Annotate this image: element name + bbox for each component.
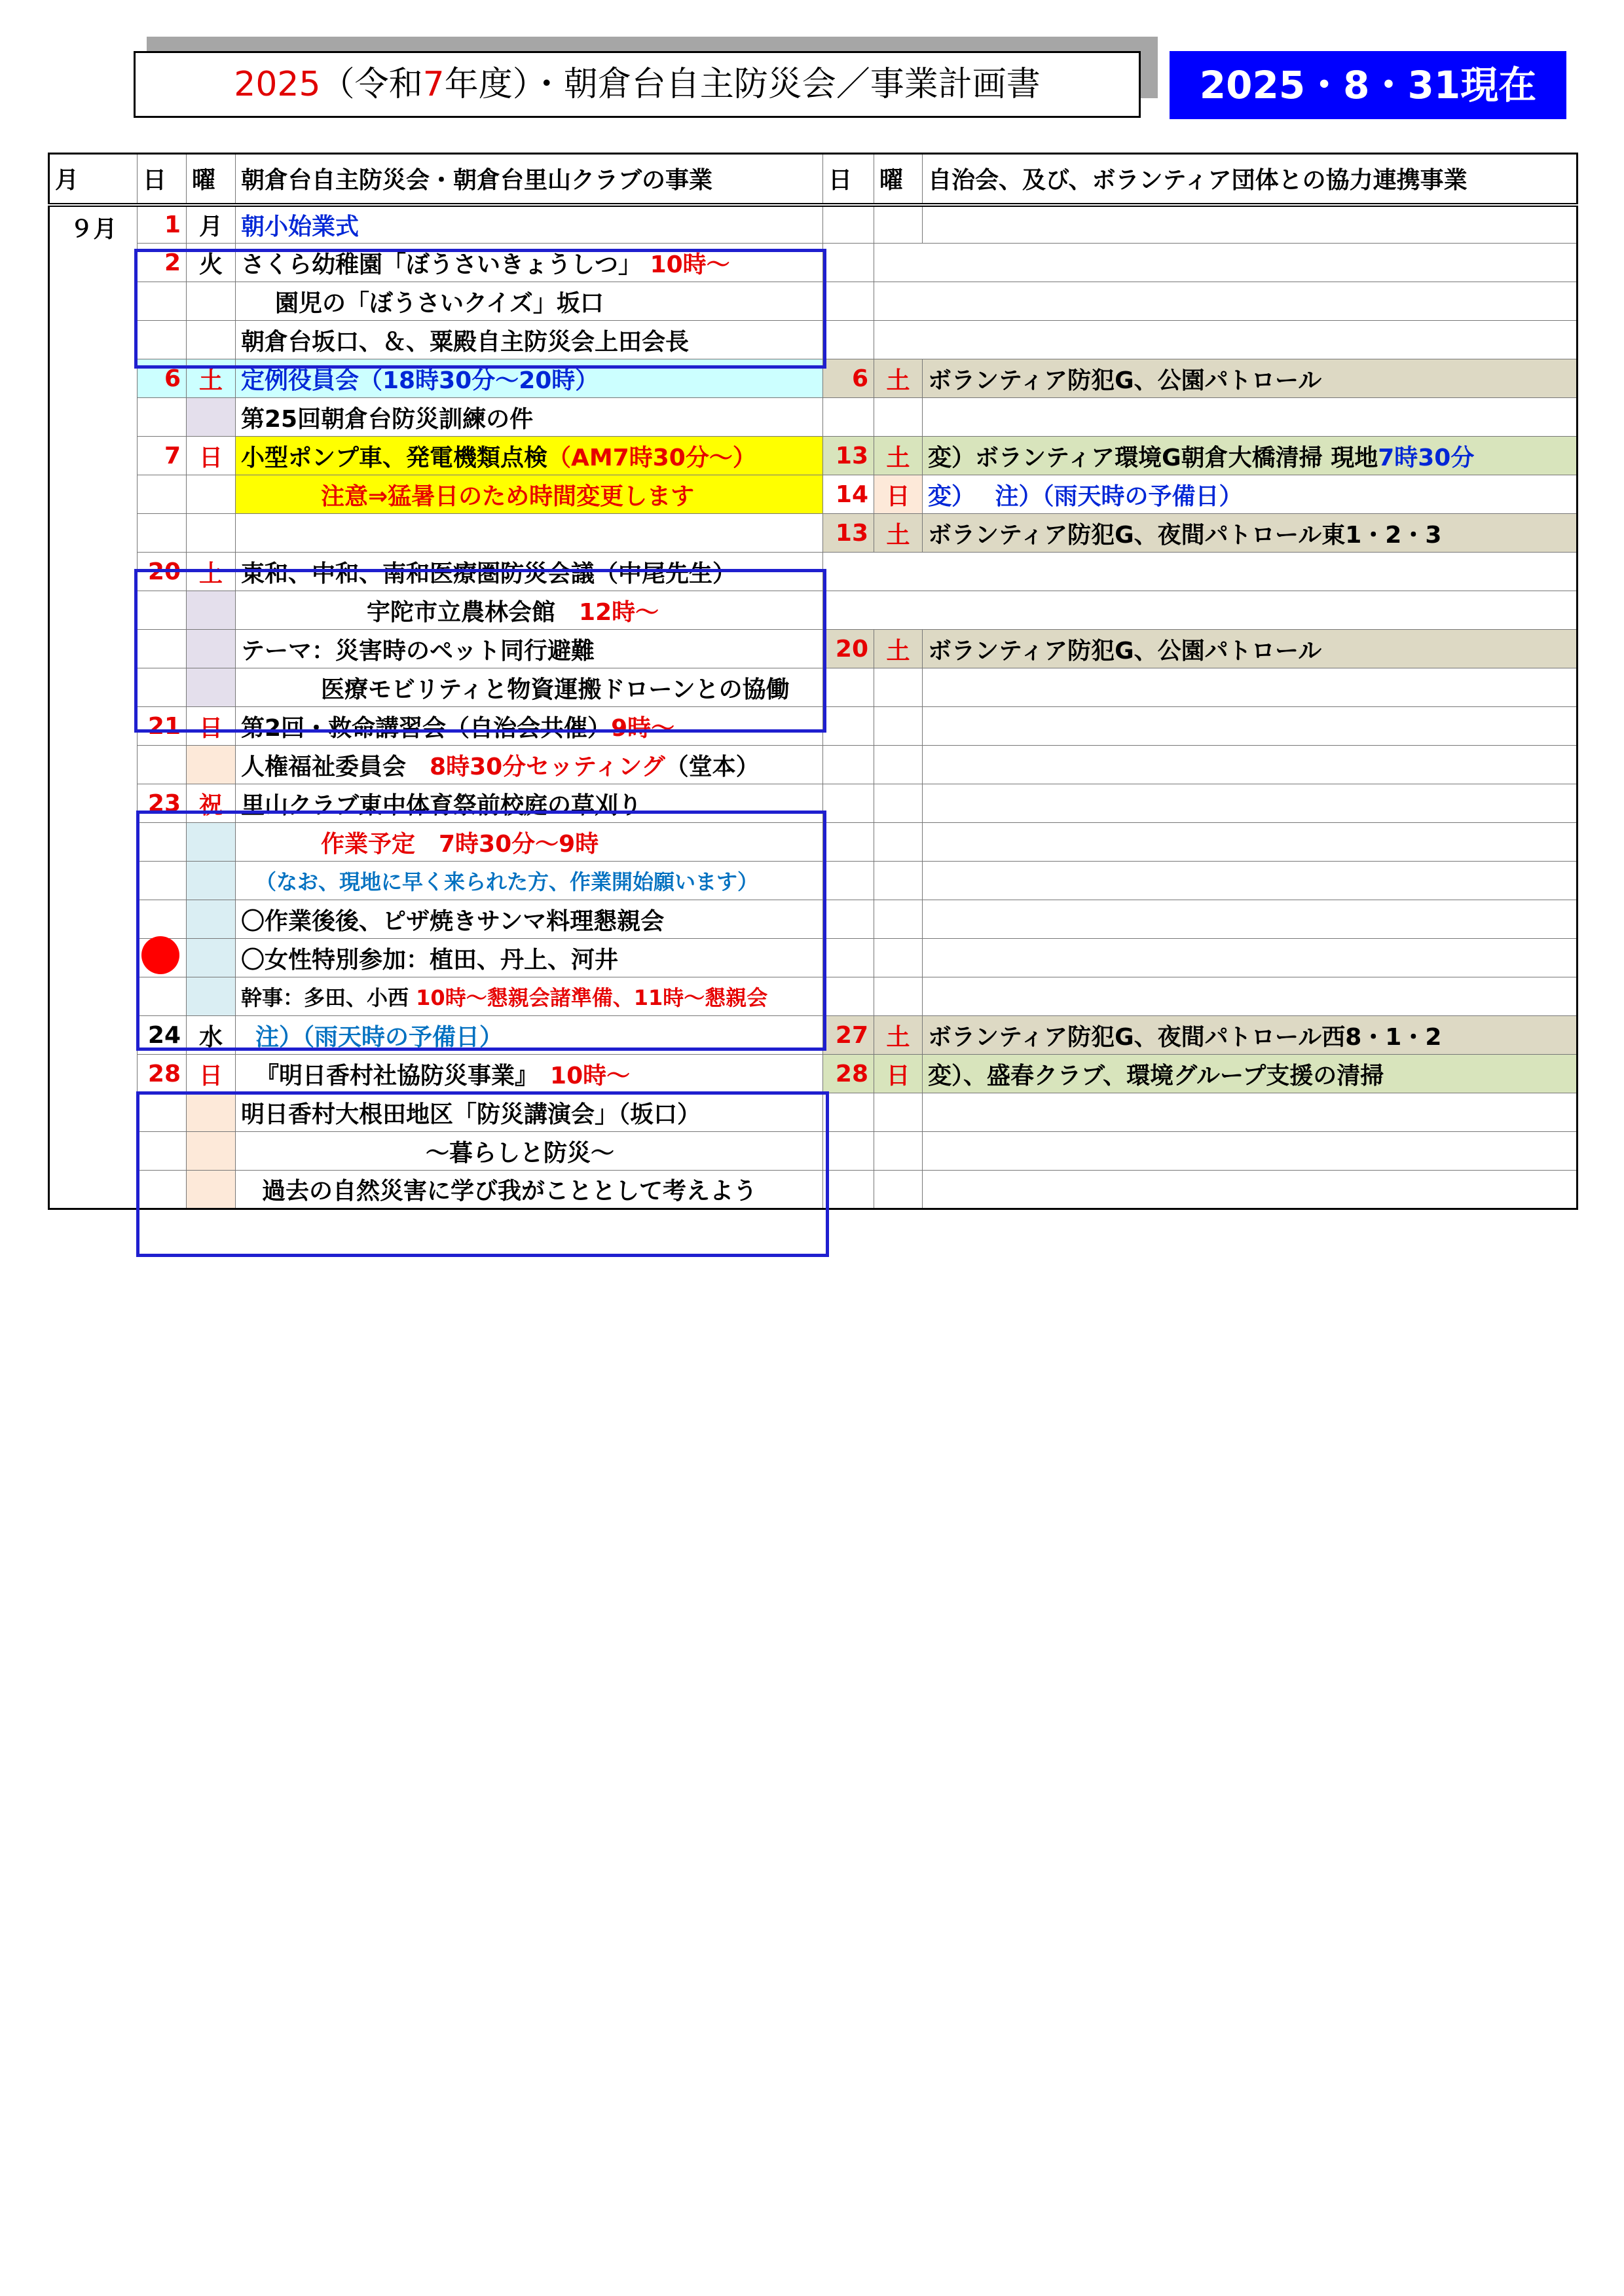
weekday-cell-2: 土: [874, 359, 923, 398]
day-cell-2: [823, 900, 874, 939]
weekday-cell-2: [874, 746, 923, 784]
coop-event-cell: ボランティア防犯G、夜間パトロール東1・2・3: [923, 514, 1578, 553]
day-cell-2: 14: [823, 475, 874, 514]
day-cell-2: [823, 823, 874, 862]
weekday-cell: 日: [187, 707, 236, 746]
weekday-cell-2: 土: [874, 437, 923, 475]
day-cell-2: [823, 746, 874, 784]
coop-event-cell: [923, 1171, 1578, 1209]
table-row: [49, 1132, 1578, 1171]
day-cell-2: 28: [823, 1055, 874, 1093]
table-row: [49, 939, 1578, 977]
weekday-cell-2: [874, 1132, 923, 1171]
weekday-cell: [187, 475, 236, 514]
table-row: [49, 707, 1578, 746]
day-cell: 24: [138, 1016, 187, 1055]
day-cell: 23: [138, 784, 187, 823]
day-cell: 28: [138, 1055, 187, 1093]
coop-event-cell: [923, 939, 1578, 977]
weekday-cell-2: [874, 707, 923, 746]
event-cell: ～暮らしと防災～: [236, 1132, 823, 1171]
table-row: [49, 1016, 1578, 1055]
month-cell: ９月: [49, 205, 138, 1209]
weekday-cell-2: 日: [874, 475, 923, 514]
coop-event-cell: [823, 553, 1578, 591]
event-cell: 朝倉台坂口、＆、粟殿自主防災会上田会長: [236, 321, 823, 359]
weekday-cell: [187, 630, 236, 668]
day-cell: 1: [138, 205, 187, 244]
event-cell: 里山クラブ東中体育祭前校庭の草刈り: [236, 784, 823, 823]
weekday-cell: 日: [187, 437, 236, 475]
title-era-open: （令和: [320, 65, 423, 104]
table-row: [49, 591, 1578, 630]
coop-event-cell: [923, 862, 1578, 900]
coop-event-cell: [923, 205, 1578, 244]
day-cell-2: [823, 939, 874, 977]
table-row: [49, 553, 1578, 591]
event-text: 第2回・救命講習会（自治会共催）: [241, 714, 612, 742]
event-cell: [236, 244, 823, 282]
coop-event-cell: [923, 784, 1578, 823]
table-row: [49, 1093, 1578, 1132]
event-time: 8時30分セッティング: [430, 753, 665, 780]
day-cell: [138, 282, 187, 321]
weekday-cell-2: [874, 862, 923, 900]
table-row: [49, 900, 1578, 939]
weekday-cell: [187, 321, 236, 359]
header-day-2: 日: [823, 154, 874, 205]
weekday-cell: 火: [187, 244, 236, 282]
day-cell: [138, 398, 187, 437]
day-cell-2: [823, 282, 874, 321]
coop-event-cell: 変） 注）（雨天時の予備日）: [923, 475, 1578, 514]
coop-event-cell: [923, 398, 1578, 437]
day-cell: 6: [138, 359, 187, 398]
event-text: 宇陀市立農林会館: [367, 598, 556, 626]
table-row: [49, 823, 1578, 862]
day-cell: [138, 668, 187, 707]
day-cell-2: [823, 862, 874, 900]
weekday-cell: [187, 862, 236, 900]
as-of-date-badge: 2025・8・31現在: [1170, 51, 1566, 119]
weekday-cell-2: [874, 668, 923, 707]
event-cell: [236, 977, 823, 1016]
weekday-cell-2: [874, 1093, 923, 1132]
event-cell: テーマ：災害時のペット同行避難: [236, 630, 823, 668]
weekday-cell: [187, 282, 236, 321]
event-cell: [236, 591, 823, 630]
day-cell: [138, 977, 187, 1016]
event-cell: 明日香村大根田地区「防災講演会」（坂口）: [236, 1093, 823, 1132]
day-cell: [138, 591, 187, 630]
event-text: 『明日香村社協防災事業』: [255, 1062, 527, 1089]
event-time: 10時～: [550, 1062, 631, 1089]
day-cell-2: [823, 398, 874, 437]
event-time: 10時～懇親会諸準備、11時～懇親会: [416, 985, 768, 1010]
day-cell: [138, 900, 187, 939]
coop-event-cell: [923, 900, 1578, 939]
event-cell: 東和、中和、南和医療圏防災会議（中尾先生）: [236, 553, 823, 591]
weekday-cell: [187, 1093, 236, 1132]
weekday-cell: 日: [187, 1055, 236, 1093]
weekday-cell: [187, 823, 236, 862]
table-row: [49, 437, 1578, 475]
table-row: [49, 668, 1578, 707]
table-row: [49, 475, 1578, 514]
event-cell: [236, 746, 823, 784]
weekday-cell: [187, 1171, 236, 1209]
event-plan-table: [48, 153, 1578, 1210]
weekday-cell-2: 土: [874, 514, 923, 553]
header-month: 月: [49, 154, 138, 205]
event-cell: （なお、現地に早く来られた方、作業開始願います）: [236, 862, 823, 900]
coop-event-cell: [874, 282, 1578, 321]
day-cell-2: [823, 1132, 874, 1171]
weekday-cell-2: [874, 1171, 923, 1209]
coop-event-cell: 変）、盛春クラブ、環境グループ支援の清掃: [923, 1055, 1578, 1093]
day-cell-2: 13: [823, 437, 874, 475]
weekday-cell-2: [874, 939, 923, 977]
event-time: （AM7時30分～）: [547, 444, 756, 471]
event-text: 人権福祉委員会: [241, 753, 407, 780]
coop-event-cell: [923, 823, 1578, 862]
event-cell: [236, 437, 823, 475]
weekday-cell-2: [874, 205, 923, 244]
day-cell-2: [823, 1171, 874, 1209]
day-cell-2: [823, 668, 874, 707]
table-row: [49, 359, 1578, 398]
title-rest: ・朝倉台自主防災会／事業計画書: [529, 65, 1041, 104]
coop-event-cell: ボランティア防犯G、公園パトロール: [923, 359, 1578, 398]
coop-event-cell: [923, 668, 1578, 707]
weekday-cell: 土: [187, 553, 236, 591]
event-cell: [236, 707, 823, 746]
coop-event-cell: [923, 437, 1578, 475]
event-time: 10時～: [650, 251, 730, 278]
event-cell: 〇作業後後、ピザ焼きサンマ料理懇親会: [236, 900, 823, 939]
coop-event-cell: [874, 321, 1578, 359]
day-cell-2: 13: [823, 514, 874, 553]
weekday-cell-2: [874, 784, 923, 823]
event-text: さくら幼稚園「ぼうさいきょうしつ」: [241, 251, 642, 278]
header-coop-events: 自治会、及び、ボランティア団体との協力連携事業: [923, 154, 1578, 205]
table-row: [49, 321, 1578, 359]
event-cell: 過去の自然災害に学び我がこととして考えよう: [236, 1171, 823, 1209]
event-cell: [236, 1055, 823, 1093]
event-cell: 定例役員会（18時30分～20時）: [236, 359, 823, 398]
coop-event-cell: ボランティア防犯G、公園パトロール: [923, 630, 1578, 668]
day-cell-2: [823, 321, 874, 359]
weekday-cell: [187, 1132, 236, 1171]
page-title: [134, 51, 1141, 118]
weekday-cell: [187, 900, 236, 939]
table-row: [49, 746, 1578, 784]
day-cell-2: [823, 707, 874, 746]
day-cell: [138, 823, 187, 862]
table-row: [49, 514, 1578, 553]
day-cell: [138, 321, 187, 359]
table-header-row: [49, 154, 1578, 205]
weekday-cell-2: 日: [874, 1055, 923, 1093]
day-cell: [138, 1132, 187, 1171]
day-cell: [138, 862, 187, 900]
weekday-cell-2: 土: [874, 1016, 923, 1055]
title-era-close: 年度）: [444, 65, 530, 104]
table-row: [49, 205, 1578, 244]
weekday-cell-2: 土: [874, 630, 923, 668]
coop-event-time: 7時30分: [1378, 444, 1475, 471]
day-cell: 21: [138, 707, 187, 746]
table-row: [49, 784, 1578, 823]
weekday-cell: 月: [187, 205, 236, 244]
event-cell: 園児の「ぼうさいクイズ」坂口: [236, 282, 823, 321]
day-cell-2: [823, 977, 874, 1016]
weekday-cell: [187, 668, 236, 707]
header-weekday-2: 曜: [874, 154, 923, 205]
day-cell: 20: [138, 553, 187, 591]
weekday-cell: [187, 746, 236, 784]
event-tail: （堂本）: [665, 753, 760, 780]
day-cell-2: [823, 205, 874, 244]
event-cell: 朝小始業式: [236, 205, 823, 244]
title-year: 2025: [234, 65, 321, 104]
day-cell: [138, 475, 187, 514]
weekday-cell-2: [874, 398, 923, 437]
weekday-cell-2: [874, 823, 923, 862]
event-time: 9時～: [611, 714, 675, 742]
event-text: 幹事：多田、小西: [241, 985, 409, 1010]
table-row: [49, 282, 1578, 321]
day-cell: 7: [138, 437, 187, 475]
event-time: 12時～: [579, 598, 659, 626]
header-weekday: 曜: [187, 154, 236, 205]
table-row: [49, 398, 1578, 437]
event-cell: 注）（雨天時の予備日）: [236, 1016, 823, 1055]
weekday-cell: [187, 398, 236, 437]
day-cell: [138, 514, 187, 553]
table-row: [49, 1055, 1578, 1093]
weekday-cell-2: [874, 900, 923, 939]
day-cell: 2: [138, 244, 187, 282]
weekday-cell: [187, 939, 236, 977]
event-cell: 医療モビリティと物資運搬ドローンとの協働: [236, 668, 823, 707]
weekday-cell: 水: [187, 1016, 236, 1055]
day-cell-2: 27: [823, 1016, 874, 1055]
day-cell-2: 6: [823, 359, 874, 398]
coop-event-cell: [923, 746, 1578, 784]
coop-event-cell: [823, 591, 1578, 630]
day-cell-2: [823, 1093, 874, 1132]
day-cell-2: [823, 784, 874, 823]
weekday-cell: 祝: [187, 784, 236, 823]
day-cell-2: [823, 244, 874, 282]
coop-event-text: 変）ボランティア環境G朝倉大橋清掃 現地: [928, 444, 1378, 471]
weekday-cell: [187, 591, 236, 630]
event-cell: 第25回朝倉台防災訓練の件: [236, 398, 823, 437]
coop-event-cell: [923, 1132, 1578, 1171]
day-cell: [138, 746, 187, 784]
coop-event-cell: [923, 1093, 1578, 1132]
event-cell: 注意⇒猛暑日のため時間変更します: [236, 475, 823, 514]
event-cell: 〇女性特別参加：植田、丹上、河井: [236, 939, 823, 977]
table-row: [49, 630, 1578, 668]
coop-event-cell: [923, 977, 1578, 1016]
coop-event-cell: ボランティア防犯G、夜間パトロール西8・1・2: [923, 1016, 1578, 1055]
day-cell-2: 20: [823, 630, 874, 668]
table-row: [49, 244, 1578, 282]
coop-event-cell: [923, 707, 1578, 746]
event-text: 小型ポンプ車、発電機類点検: [241, 444, 548, 471]
weekday-cell-2: [874, 977, 923, 1016]
event-cell: 作業予定 7時30分～9時: [236, 823, 823, 862]
header-day: 日: [138, 154, 187, 205]
header-own-events: 朝倉台自主防災会・朝倉台里山クラブの事業: [236, 154, 823, 205]
red-dot-marker: [141, 936, 179, 974]
table-row: [49, 862, 1578, 900]
event-cell: [236, 514, 823, 553]
day-cell: [138, 630, 187, 668]
table-row: [49, 1171, 1578, 1209]
weekday-cell: [187, 514, 236, 553]
weekday-cell: [187, 977, 236, 1016]
title-era-num: 7: [422, 65, 445, 104]
weekday-cell: 土: [187, 359, 236, 398]
coop-event-cell: [874, 244, 1578, 282]
table-row: [49, 977, 1578, 1016]
day-cell: [138, 1171, 187, 1209]
day-cell: [138, 1093, 187, 1132]
